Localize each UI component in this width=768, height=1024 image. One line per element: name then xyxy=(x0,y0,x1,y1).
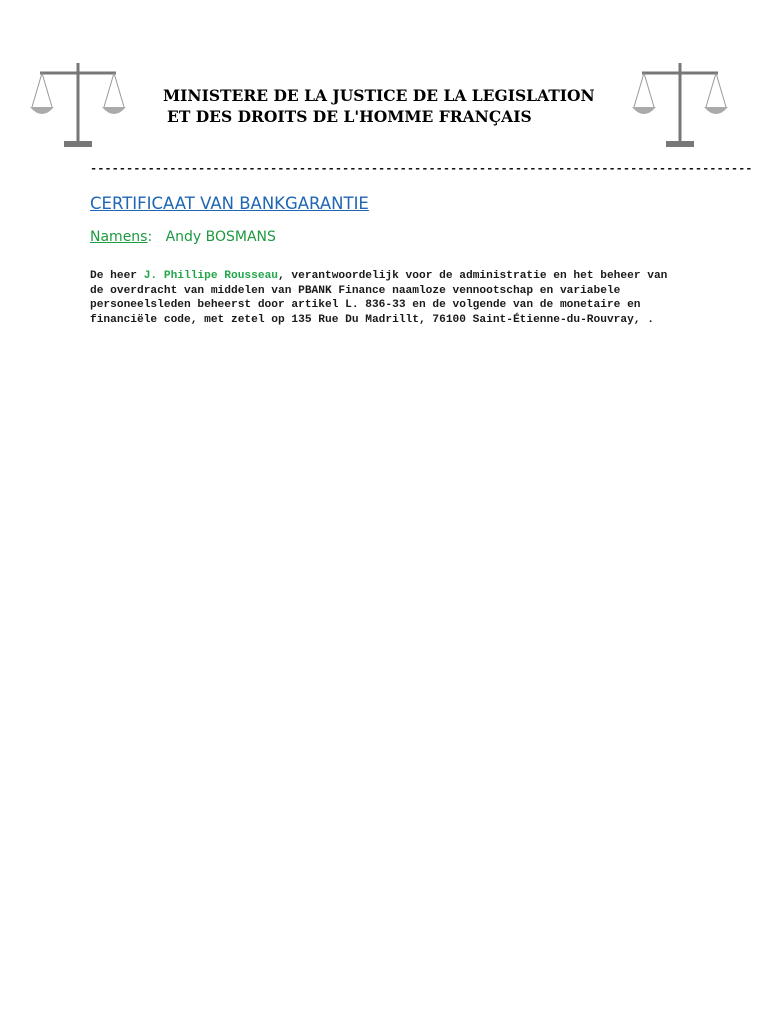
namens-name: Andy BOSMANS xyxy=(165,229,276,245)
header-line-1: MINISTERE DE LA JUSTICE DE LA LEGISLATION xyxy=(163,86,595,105)
paragraph-1-person: J. Phillipe Rousseau xyxy=(143,270,278,283)
namens-separator: : xyxy=(147,229,153,245)
namens-line xyxy=(90,229,276,245)
paragraph-1-rest: , verantwoordelijk voor de administratie en het beheer van de overdracht van middelen van PBANK Finance naamloze vennootschap en variabele personeelsleden beheerst door artikel L. 836-33 en de volgende van de monetaire en financiële code, met zetel op 135 Rue Du Madrillt, 76100 Saint-Étienne-du-Rouvray, . xyxy=(90,270,668,326)
paragraph-1 xyxy=(90,269,680,327)
paragraph-1-lead: De heer xyxy=(90,270,144,283)
ministry-header xyxy=(163,86,623,127)
header-line-2: ET DES DROITS DE L'HOMME FRANÇAIS xyxy=(167,106,532,126)
scales-of-justice-icon xyxy=(28,55,128,155)
document-title: CERTIFICAAT VAN BANKGARANTIE xyxy=(90,194,369,213)
header-divider: -------------------------------------------------------------------------------------------- xyxy=(90,162,753,176)
namens-label: Namens xyxy=(90,229,148,245)
scales-of-justice-icon xyxy=(630,55,730,155)
